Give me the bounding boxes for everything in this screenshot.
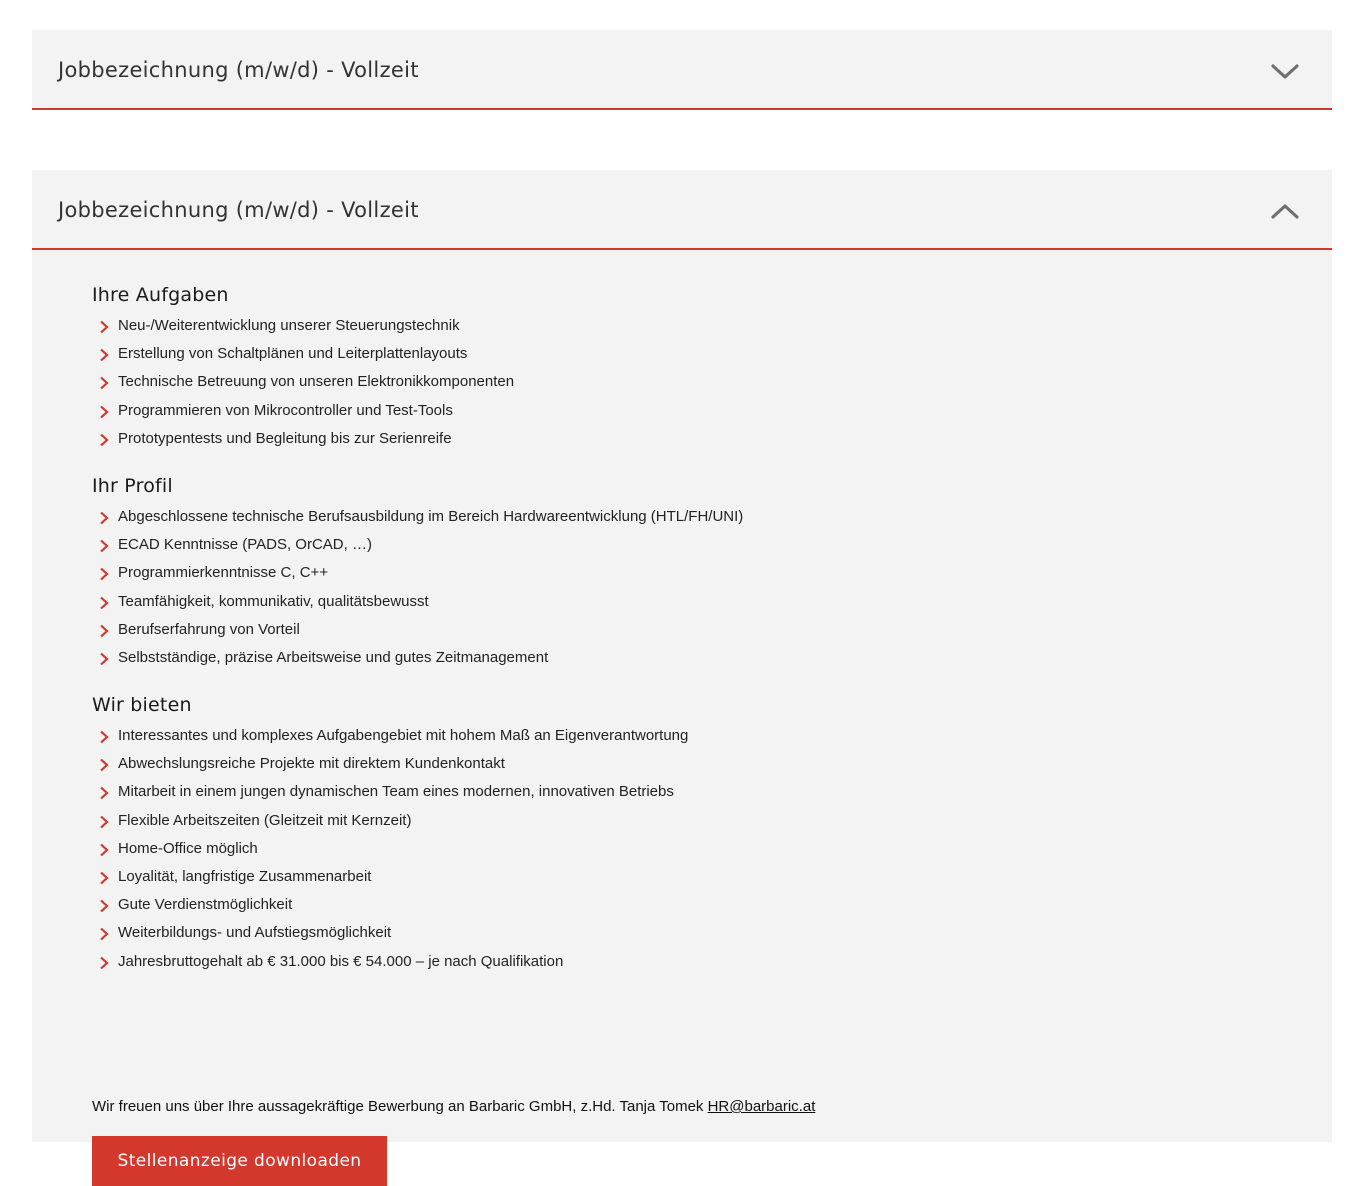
chevron-right-icon bbox=[98, 433, 110, 447]
chevron-right-icon bbox=[98, 927, 110, 941]
section-title: Wir bieten bbox=[92, 694, 192, 717]
list-item: Flexible Arbeitszeiten (Gleitzeit mit Kernzeit) bbox=[92, 811, 1272, 839]
job-accordion-2 bbox=[32, 170, 1332, 1171]
section-wir-bieten bbox=[92, 694, 1272, 980]
job-details bbox=[32, 250, 1332, 1171]
list-item: Abwechslungsreiche Projekte mit direktem Kundenkontakt bbox=[92, 754, 1272, 782]
job-accordion-header-2[interactable] bbox=[32, 170, 1332, 250]
chevron-right-icon bbox=[98, 567, 110, 581]
list-item: Programmierkenntnisse C, C++ bbox=[92, 563, 1272, 591]
chevron-right-icon bbox=[98, 730, 110, 744]
section-aufgaben bbox=[92, 284, 1272, 457]
job-title: Jobbezeichnung (m/w/d) - Vollzeit bbox=[58, 58, 419, 82]
chevron-right-icon bbox=[98, 956, 110, 970]
job-accordion-1 bbox=[32, 30, 1332, 110]
chevron-right-icon bbox=[98, 539, 110, 553]
chevron-right-icon bbox=[98, 899, 110, 913]
application-contact bbox=[92, 1098, 815, 1115]
list-item: Programmieren von Mikrocontroller und Test-Tools bbox=[92, 401, 1272, 429]
list-item: Interessantes und komplexes Aufgabengebiet mit hohem Maß an Eigenverantwortung bbox=[92, 726, 1272, 754]
chevron-down-icon[interactable] bbox=[1270, 56, 1300, 86]
list-item: Loyalität, langfristige Zusammenarbeit bbox=[92, 867, 1272, 895]
job-accordion-header-1[interactable] bbox=[32, 30, 1332, 110]
list-item: Gute Verdienstmöglichkeit bbox=[92, 895, 1272, 923]
chevron-right-icon bbox=[98, 348, 110, 362]
section-title: Ihre Aufgaben bbox=[92, 284, 229, 306]
list-item: Prototypentests und Begleitung bis zur Serienreife bbox=[92, 429, 1272, 457]
list-item: Erstellung von Schaltplänen und Leiterplattenlayouts bbox=[92, 344, 1272, 372]
list-item: Weiterbildungs- und Aufstiegsmöglichkeit bbox=[92, 923, 1272, 951]
chevron-right-icon bbox=[98, 758, 110, 772]
chevron-right-icon bbox=[98, 376, 110, 390]
job-title: Jobbezeichnung (m/w/d) - Vollzeit bbox=[58, 198, 419, 222]
chevron-right-icon bbox=[98, 596, 110, 610]
chevron-up-icon[interactable] bbox=[1270, 196, 1300, 226]
profile-list bbox=[92, 507, 1272, 676]
benefits-list bbox=[92, 726, 1272, 980]
list-item: ECAD Kenntnisse (PADS, OrCAD, …) bbox=[92, 535, 1272, 563]
task-list bbox=[92, 316, 1272, 457]
list-item: Home-Office möglich bbox=[92, 839, 1272, 867]
chevron-right-icon bbox=[98, 511, 110, 525]
chevron-right-icon bbox=[98, 320, 110, 334]
chevron-right-icon bbox=[98, 405, 110, 419]
chevron-right-icon bbox=[98, 624, 110, 638]
download-job-ad-button[interactable]: Stellenanzeige downloaden bbox=[92, 1136, 387, 1186]
contact-text: Wir freuen uns über Ihre aussagekräftige Bewerbung an Barbaric GmbH, z.Hd. Tanja Tomek bbox=[92, 1098, 708, 1115]
chevron-right-icon bbox=[98, 871, 110, 885]
chevron-right-icon bbox=[98, 815, 110, 829]
chevron-right-icon bbox=[98, 786, 110, 800]
email-link[interactable]: HR@barbaric.at bbox=[707, 1098, 816, 1115]
list-item: Jahresbruttogehalt ab € 31.000 bis € 54.000 – je nach Qualifikation bbox=[92, 952, 1272, 980]
list-item: Teamfähigkeit, kommunikativ, qualitätsbewusst bbox=[92, 592, 1272, 620]
list-item: Berufserfahrung von Vorteil bbox=[92, 620, 1272, 648]
list-item: Mitarbeit in einem jungen dynamischen Team eines modernen, innovativen Betriebs bbox=[92, 782, 1272, 810]
list-item: Technische Betreuung von unseren Elektronikkomponenten bbox=[92, 372, 1272, 400]
section-title: Ihr Profil bbox=[92, 474, 173, 497]
list-item: Abgeschlossene technische Berufsausbildung im Bereich Hardwareentwicklung (HTL/FH/UNI) bbox=[92, 507, 1272, 535]
list-item: Neu-/Weiterentwicklung unserer Steuerungstechnik bbox=[92, 316, 1272, 344]
section-profil bbox=[92, 475, 1272, 676]
list-item: Selbstständige, präzise Arbeitsweise und gutes Zeitmanagement bbox=[92, 648, 1272, 676]
chevron-right-icon bbox=[98, 652, 110, 666]
chevron-right-icon bbox=[98, 843, 110, 857]
